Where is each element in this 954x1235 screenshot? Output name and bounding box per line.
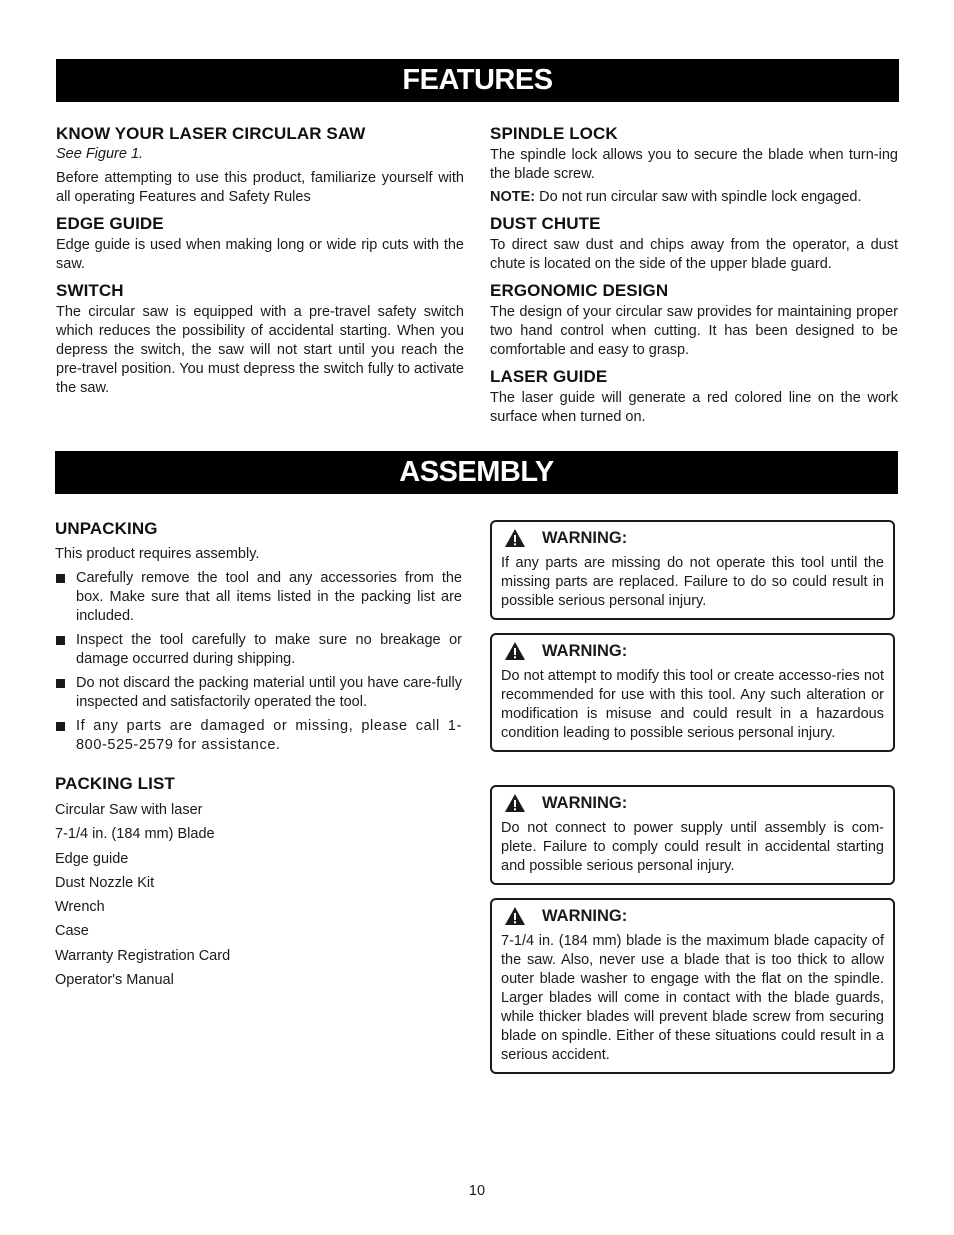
switch-text: The circular saw is equipped with a pre-travel safety switch which reduces the possibility of accidental starting. When you depress the switch, the saw will not start until you reach the pre-travel position. You must depress the switch fully to activate the saw.: [56, 304, 464, 396]
warning-label: WARNING:: [542, 528, 628, 547]
edge-guide-heading: EDGE GUIDE: [56, 214, 164, 233]
warning-text: Do not attempt to modify this tool or create accesso-ries not recommended for use with this tool. Any such alteration or modification is misuse and could result in a hazardous condition leading to possible serious personal injury.: [501, 668, 884, 741]
note-text: Do not run circular saw with spindle lock engaged.: [535, 189, 862, 205]
know-your-saw-text: Before attempting to use this product, familiarize yourself with all operating Features and Safety Rules: [56, 170, 464, 205]
bullet-text: Do not discard the packing material until you have care-fully inspected and satisfactorily operated the tool.: [76, 675, 462, 710]
know-your-saw-heading: KNOW YOUR LASER CIRCULAR SAW: [56, 124, 366, 143]
unpacking-intro: This product requires assembly.: [55, 546, 260, 562]
spindle-lock-text: The spindle lock allows you to secure the blade when turn-ing the blade screw.: [490, 147, 898, 182]
packing-list: [55, 801, 462, 990]
list-item: Warranty Registration Card: [55, 947, 231, 964]
list-item: [55, 631, 462, 669]
note-label: NOTE:: [490, 189, 536, 205]
spindle-lock-heading: SPINDLE LOCK: [490, 124, 618, 143]
warning-box: [490, 633, 895, 752]
bullet-square-icon: [56, 722, 65, 731]
warning-label: WARNING:: [542, 641, 628, 660]
page-number: 10: [468, 1183, 486, 1199]
warning-triangle-icon: [504, 793, 526, 813]
list-item: Operator's Manual: [55, 972, 174, 989]
warning-label: WARNING:: [542, 906, 628, 925]
laser-guide-heading: LASER GUIDE: [490, 367, 608, 386]
laser-guide-text: The laser guide will generate a red colored line on the work surface when turned on.: [490, 390, 898, 425]
warning-triangle-icon: [504, 641, 526, 661]
unpacking-heading: UNPACKING: [55, 519, 158, 538]
warning-header: [501, 640, 884, 662]
warning-header: [501, 792, 884, 814]
assembly-banner: ASSEMBLY: [55, 451, 898, 494]
warning-box: [490, 785, 895, 885]
spindle-lock-note: [490, 188, 898, 207]
ergonomic-design-heading: ERGONOMIC DESIGN: [490, 281, 669, 300]
list-item: Edge guide: [55, 850, 129, 867]
list-item: [55, 569, 462, 626]
warning-header: [501, 527, 884, 549]
ergonomic-design-text: The design of your circular saw provides for maintaining proper two hand control when cutting. It has been designed to be comfortable and easy to grasp.: [490, 304, 898, 358]
warning-label: WARNING:: [542, 793, 628, 812]
warning-box: [490, 520, 895, 620]
bullet-text: Inspect the tool carefully to make sure no breakage or damage occurred during shipping.: [76, 632, 462, 667]
assembly-left-column: [55, 519, 462, 995]
warning-text: 7-1/4 in. (184 mm) blade is the maximum blade capacity of the saw. Also, never use a blade that is too thick to allow outer blade washer to engage with the flat on the spindle. Larger blades will come in contact with the blade guards, while thicker blades will prevent blade screw from securing blade on spindle. Either of these situations could result in a serious accident.: [501, 933, 884, 1063]
warning-box: [490, 898, 895, 1074]
bullet-text: Carefully remove the tool and any accessories from the box. Make sure that all items listed in the packing list are included.: [76, 570, 462, 624]
see-figure-ref: See Figure 1.: [56, 146, 144, 162]
bullet-text: If any parts are damaged or missing, please call 1-800-525-2579 for assistance.: [76, 718, 462, 753]
unpacking-bullets: [55, 569, 462, 755]
list-item: [55, 717, 462, 755]
list-item: 7-1/4 in. (184 mm) Blade: [55, 826, 215, 843]
warning-triangle-icon: [504, 528, 526, 548]
list-item: [55, 674, 462, 712]
dust-chute-text: To direct saw dust and chips away from the operator, a dust chute is located on the side of the upper blade guard.: [490, 237, 898, 272]
list-item: Dust Nozzle Kit: [55, 874, 155, 891]
bullet-square-icon: [56, 574, 65, 583]
warning-header: [501, 905, 884, 927]
warning-triangle-icon: [504, 906, 526, 926]
list-item: Case: [55, 923, 89, 940]
packing-list-heading: PACKING LIST: [55, 774, 175, 793]
edge-guide-text: Edge guide is used when making long or wide rip cuts with the saw.: [56, 237, 464, 272]
warning-text: Do not connect to power supply until assembly is com-plete. Failure to comply could result in accidental starting and possible serious personal injury.: [501, 820, 884, 874]
bullet-square-icon: [56, 679, 65, 688]
dust-chute-heading: DUST CHUTE: [490, 214, 601, 233]
switch-heading: SWITCH: [56, 281, 124, 300]
warning-text: If any parts are missing do not operate this tool until the missing parts are replaced. Failure to do so could result in possible serious personal injury.: [501, 555, 884, 609]
features-left-column: [56, 124, 464, 398]
features-right-column: [490, 124, 898, 427]
list-item: Wrench: [55, 899, 105, 916]
list-item: Circular Saw with laser: [55, 802, 203, 818]
bullet-square-icon: [56, 636, 65, 645]
features-banner: FEATURES: [56, 59, 899, 102]
